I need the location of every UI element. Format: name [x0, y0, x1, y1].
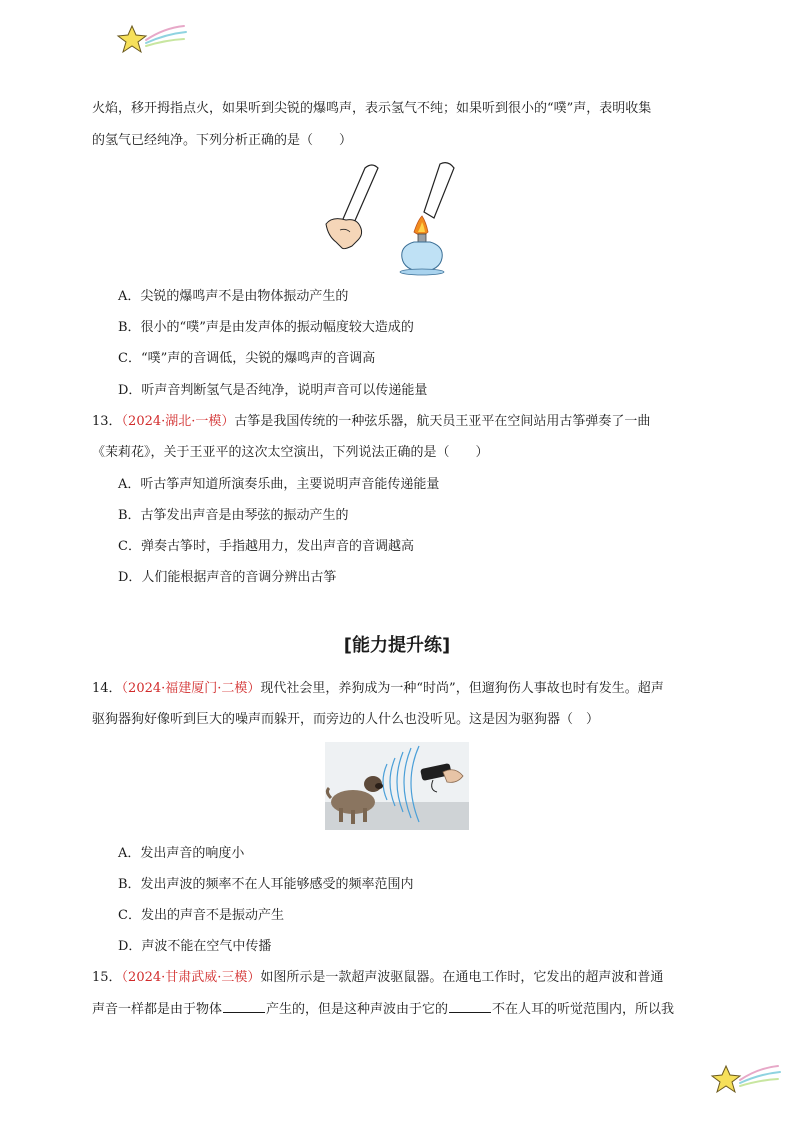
q15-line-1 [92, 969, 663, 987]
q13-stem-1: 古筝是我国传统的一种弦乐器，航天员王亚平在空间站用古筝弹奏了一曲 [234, 414, 651, 429]
shooting-star-icon [706, 1058, 786, 1098]
q14-line-2: 驱狗器狗好像听到巨大的噪声而躲开，而旁边的人什么也没听见。这是因为驱狗器（ ） [92, 712, 600, 727]
q12-option-d: D．听声音判断氢气是否纯净，说明声音可以传递能量 [118, 383, 428, 398]
q14-line-1 [92, 680, 664, 698]
q13-option-d: D．人们能根据声音的音调分辨出古筝 [118, 570, 337, 585]
shooting-star-icon [112, 18, 192, 58]
q14-number: 14． [92, 681, 122, 696]
q15-number: 15． [92, 970, 122, 985]
q14-stem-1: 现代社会里，养狗成为一种“时尚”，但遛狗伤人事故也时有发生。超声 [260, 681, 664, 696]
q15-source: （2024·甘肃武威·三模） [121, 970, 261, 985]
test-tube-and-lamp-figure [322, 160, 472, 278]
q15-stem-2a: 声音一样都是由于物体 [92, 1002, 223, 1017]
q14-option-b: B．发出声波的频率不在人耳能够感受的频率范围内 [118, 877, 414, 892]
q15-stem-2c: 不在人耳的听觉范围内，所以我 [492, 1002, 675, 1017]
q13-option-c: C．弹奏古筝时，手指越用力，发出声音的音调越高 [118, 539, 414, 554]
q13-number: 13． [92, 414, 122, 429]
q15-stem-1: 如图所示是一款超声波驱鼠器。在通电工作时，它发出的超声波和普通 [260, 970, 664, 985]
hand-icon [326, 219, 362, 249]
q13-option-b: B．古筝发出声音是由琴弦的振动产生的 [118, 508, 349, 523]
q12-option-c: C．“噗”声的音调低，尖锐的爆鸣声的音调高 [118, 351, 376, 366]
q13-line-2: 《茉莉花》，关于王亚平的这次太空演出，下列说法正确的是（ ） [92, 445, 489, 460]
q12-option-b: B．很小的“噗”声是由发声体的振动幅度较大造成的 [118, 320, 414, 335]
q14-option-c: C．发出的声音不是振动产生 [118, 908, 284, 923]
q12-line-1: 火焰，移开拇指点火，如果听到尖锐的爆鸣声，表示氢气不纯；如果听到很小的“噗”声，表明收集 [92, 101, 652, 116]
inverted-test-tube-icon [424, 163, 454, 218]
q12-option-a: A．尖锐的爆鸣声不是由物体振动产生的 [118, 289, 349, 304]
q15-blank-2[interactable] [449, 1000, 491, 1013]
section-title: [能力提升练] [343, 635, 451, 656]
alcohol-lamp-icon [400, 216, 444, 275]
q15-blank-1[interactable] [223, 1000, 265, 1013]
q13-option-a: A．听古筝声知道所演奏乐曲，主要说明声音能传递能量 [118, 477, 440, 492]
q13-source: （2024·湖北·一模） [121, 414, 235, 429]
q13-line-1 [92, 413, 650, 431]
dog-repeller-photo [325, 742, 469, 830]
q14-source: （2024·福建厦门·二模） [121, 681, 261, 696]
q15-line-2 [92, 1000, 674, 1019]
q15-stem-2b: 产生的，但是这种声波由于它的 [266, 1002, 449, 1017]
q12-line-2: 的氢气已经纯净。下列分析正确的是（ ） [92, 133, 353, 148]
q14-option-d: D．声波不能在空气中传播 [118, 939, 272, 954]
q14-option-a: A．发出声音的响度小 [118, 846, 245, 861]
